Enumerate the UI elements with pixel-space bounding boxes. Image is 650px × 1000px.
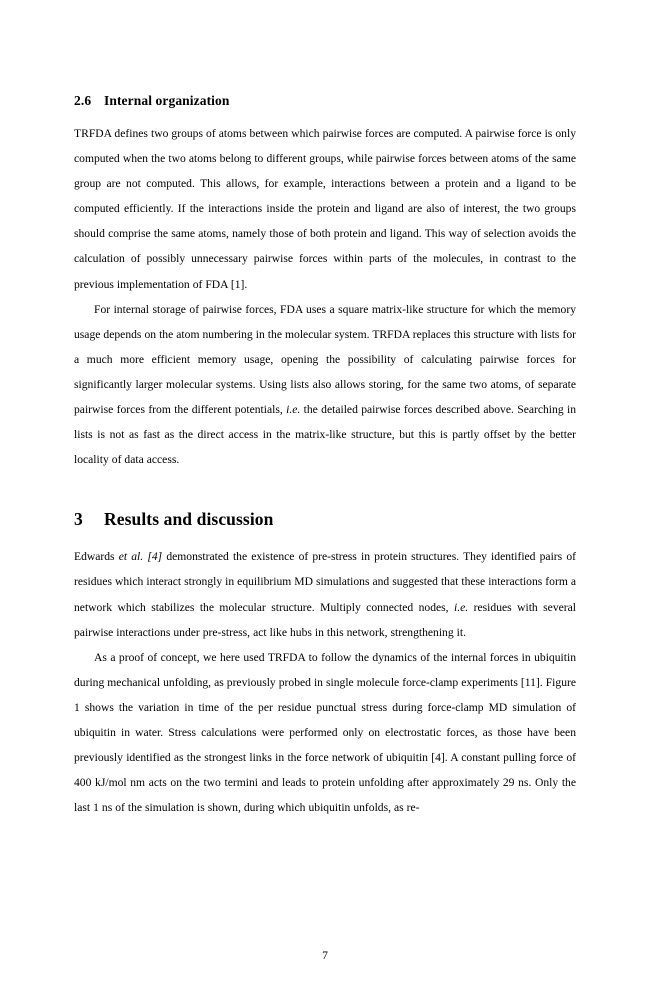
paragraph-internal-organization-1: TRFDA defines two groups of atoms between which pairwise forces are computed. A pairwise force is only computed when the two atoms belong to different groups, while pairwise forces between atoms of the same group are not computed. This allows, for example, interactions between a protein and a ligand to be computed efficiently. If the interactions inside the protein and ligand are also of interest, the two groups should comprise the same atoms, namely those of both protein and ligand. This way of selection avoids the calculation of possibly unnecessary pairwise forces within parts of the molecules, in contrast to the previous implementation of FDA [1]. [74,127,576,291]
paragraph-text-part: For internal storage of pairwise forces, FDA uses a square matrix-like structure for which the memory usage depends on the atom numbering in the molecular system. TRFDA replaces this structure with lists for a much more efficient memory usage, opening the possibility of calculating pairwise forces for significantly larger molecular systems. Using lists also allows storing, for the same two atoms, of separate pairwise forces from the different potentials, [74,302,576,417]
page-number: 7 [322,949,328,962]
subsection-title: Internal organization [104,93,230,108]
paragraph-text-part: Edwards [74,550,119,564]
paragraph-results-1 [74,544,576,644]
paragraph-results-2: As a proof of concept, we here used TRFDA to follow the dynamics of the internal forces in ubiquitin during mechanical unfolding, as previously probed in single molecule force-clamp experiments [11]. Figure 1 shows the variation in time of the per residue punctual stress during force-clamp MD simulation of ubiquitin in water. Stress calculations were performed only on electrostatic forces, as those have been previously identified as the strongest links in the force network of ubiquitin [4]. A constant pulling force of 400 kJ/mol nm acts on the two termini and leads to protein unfolding after approximately 29 ns. Only the last 1 ns of the simulation is shown, during which ubiquitin unfolds, as re- [74,650,576,815]
paragraph-internal-storage [74,297,576,473]
italic-ie-1: i.e. [286,403,301,417]
section-number: 3 [74,509,83,530]
paragraph-text-part: the detailed pairwise forces described above. Searching in lists is not as fast as the direct access in the matrix-like structure, but this is partly offset by the better locality of data access. [74,403,576,467]
subsection-number: 2.6 [74,93,92,108]
paragraph-text-part: demonstrated the existence of pre-stress in protein structures. They identified pairs of residues which interact strongly in equilibrium MD simulations and suggested that these interactions form a network which stabilizes the molecular structure. Multiply connected nodes, [74,550,576,614]
section-heading [74,508,576,530]
italic-ie-2: i.e. [454,600,469,614]
page-content [74,92,576,820]
italic-et-al-citation: et al. [4] [118,550,163,564]
paragraph-text-part: residues with several pairwise interactions under pre-stress, act like hubs in this network, strengthening it. [74,600,576,639]
subsection-heading [74,92,576,110]
section-title: Results and discussion [104,509,274,530]
